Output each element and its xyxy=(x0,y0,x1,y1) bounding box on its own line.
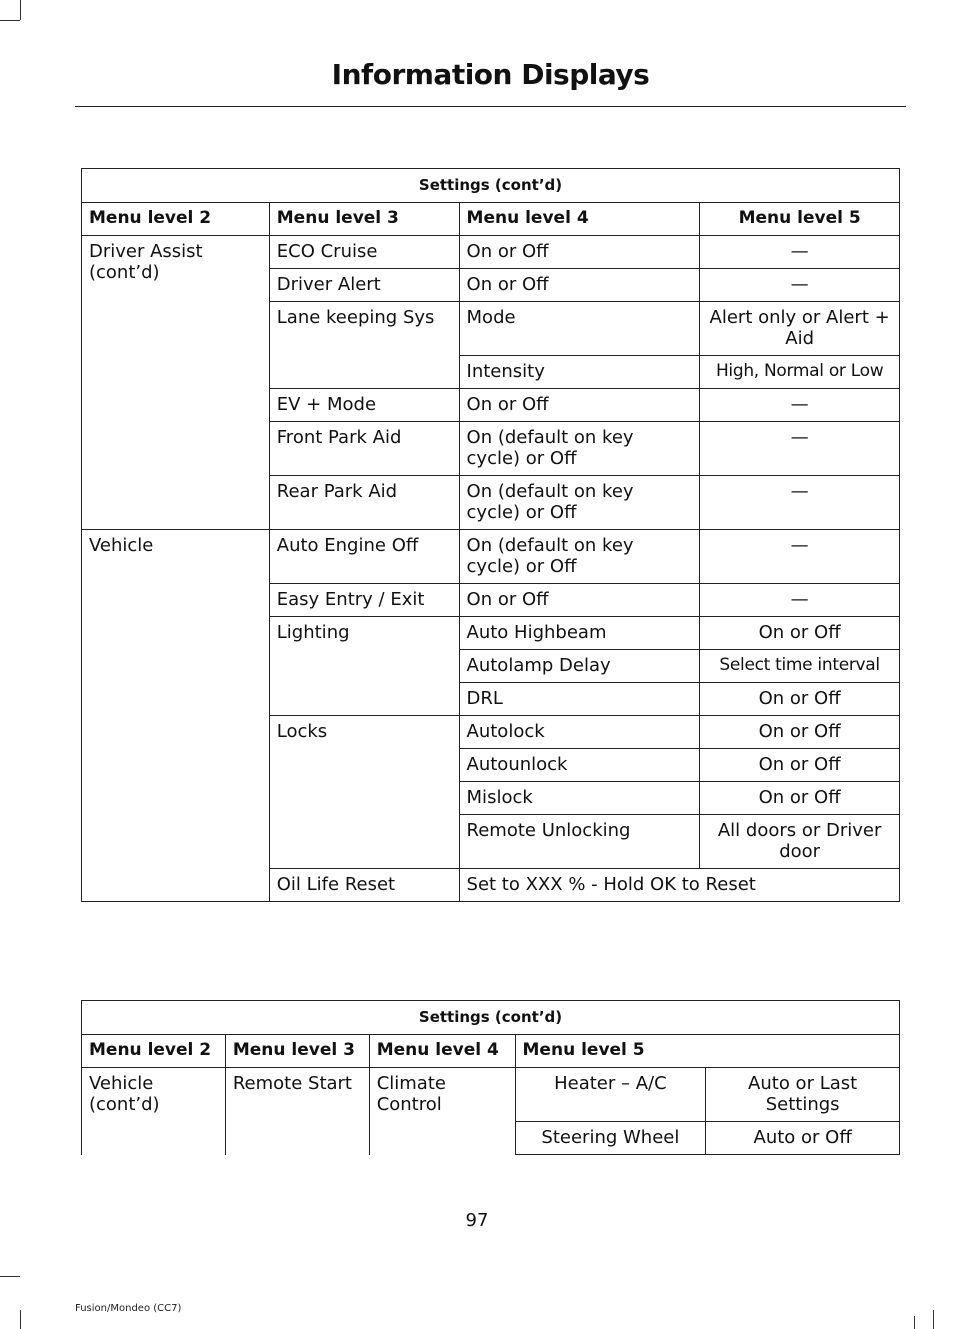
menu-level-4-cell: On (default on key cycle) or Off xyxy=(459,422,700,476)
menu-level-3-cell: Remote Start xyxy=(225,1068,369,1155)
menu-level-4-cell: Autounlock xyxy=(459,749,700,782)
menu-level-5-value-cell: Auto or Off xyxy=(706,1122,900,1155)
menu-level-3-cell: Lighting xyxy=(269,617,459,716)
document-footer: Fusion/Mondeo (CC7) xyxy=(75,1303,182,1314)
menu-level-5-cell: — xyxy=(700,389,900,422)
table-header-row xyxy=(82,203,900,236)
table-row xyxy=(82,530,900,584)
menu-level-4-cell: On or Off xyxy=(459,584,700,617)
menu-level-5-cell: — xyxy=(700,584,900,617)
menu-level-4-cell: Autolock xyxy=(459,716,700,749)
menu-level-3-cell: Auto Engine Off xyxy=(269,530,459,584)
crop-mark xyxy=(914,1316,915,1329)
settings-table xyxy=(81,168,900,902)
column-header: Menu level 4 xyxy=(369,1035,515,1068)
menu-level-5-cell: On or Off xyxy=(700,617,900,650)
menu-level-5-cell: On or Off xyxy=(700,683,900,716)
menu-level-5-cell: On or Off xyxy=(700,716,900,749)
menu-level-4-cell: Climate Control xyxy=(369,1068,515,1155)
menu-level-5-cell: High, Normal or Low xyxy=(700,356,900,389)
menu-level-2-cell: Vehicle (cont’d) xyxy=(82,1068,226,1155)
column-header: Menu level 5 xyxy=(515,1035,899,1068)
menu-level-5-cell: All doors or Driver door xyxy=(700,815,900,869)
menu-level-4-cell: On or Off xyxy=(459,389,700,422)
table-caption-row xyxy=(82,1001,900,1035)
menu-level-3-cell: Driver Alert xyxy=(269,269,459,302)
menu-level-5-cell: Heater – A/C xyxy=(515,1068,706,1122)
menu-level-5-cell: Alert only or Alert + Aid xyxy=(700,302,900,356)
menu-level-3-cell: Oil Life Reset xyxy=(269,869,459,902)
menu-level-4-cell: On (default on key cycle) or Off xyxy=(459,530,700,584)
crop-mark xyxy=(933,1310,934,1329)
table-row xyxy=(82,1068,900,1122)
menu-level-5-cell: — xyxy=(700,269,900,302)
menu-level-4-5-cell: Set to XXX % - Hold OK to Reset xyxy=(459,869,899,902)
table-caption: Settings (cont’d) xyxy=(82,169,900,203)
menu-level-4-cell: Auto Highbeam xyxy=(459,617,700,650)
column-header: Menu level 3 xyxy=(269,203,459,236)
menu-level-3-cell: Rear Park Aid xyxy=(269,476,459,530)
column-header: Menu level 5 xyxy=(700,203,900,236)
menu-level-4-cell: On or Off xyxy=(459,236,700,269)
menu-level-2-cell: Vehicle xyxy=(82,530,270,902)
table-caption-row xyxy=(82,169,900,203)
menu-level-3-cell: Lane keeping Sys xyxy=(269,302,459,389)
menu-level-5-cell: — xyxy=(700,422,900,476)
menu-level-5-cell: — xyxy=(700,530,900,584)
menu-level-4-cell: On or Off xyxy=(459,269,700,302)
table-row xyxy=(82,236,900,269)
title-divider xyxy=(75,106,906,107)
table-header-row xyxy=(82,1035,900,1068)
menu-level-4-cell: Mode xyxy=(459,302,700,356)
menu-level-5-cell: Select time interval xyxy=(700,650,900,683)
menu-level-4-cell: Mislock xyxy=(459,782,700,815)
column-header: Menu level 3 xyxy=(225,1035,369,1068)
menu-level-5-cell: On or Off xyxy=(700,749,900,782)
column-header: Menu level 2 xyxy=(82,203,270,236)
table-caption: Settings (cont’d) xyxy=(82,1001,900,1035)
column-header: Menu level 2 xyxy=(82,1035,226,1068)
menu-level-3-cell: Locks xyxy=(269,716,459,869)
menu-level-4-cell: Remote Unlocking xyxy=(459,815,700,869)
column-header: Menu level 4 xyxy=(459,203,700,236)
menu-level-5-cell: — xyxy=(700,476,900,530)
crop-mark xyxy=(0,1276,20,1277)
menu-level-4-cell: Intensity xyxy=(459,356,700,389)
menu-level-3-cell: ECO Cruise xyxy=(269,236,459,269)
settings-table xyxy=(81,1000,900,1155)
menu-level-5-cell: Steering Wheel xyxy=(515,1122,706,1155)
crop-mark xyxy=(20,1310,21,1329)
menu-level-4-cell: On (default on key cycle) or Off xyxy=(459,476,700,530)
menu-level-5-cell: — xyxy=(700,236,900,269)
menu-level-4-cell: Autolamp Delay xyxy=(459,650,700,683)
menu-level-3-cell: Front Park Aid xyxy=(269,422,459,476)
menu-level-2-cell: Driver Assist (cont’d) xyxy=(82,236,270,530)
menu-level-3-cell: EV + Mode xyxy=(269,389,459,422)
page-number: 97 xyxy=(465,1210,489,1231)
menu-level-5-cell: On or Off xyxy=(700,782,900,815)
page-title: Information Displays xyxy=(331,58,650,91)
crop-mark xyxy=(20,0,21,20)
menu-level-5-value-cell: Auto or Last Settings xyxy=(706,1068,900,1122)
menu-level-4-cell: DRL xyxy=(459,683,700,716)
crop-mark xyxy=(0,20,20,21)
menu-level-3-cell: Easy Entry / Exit xyxy=(269,584,459,617)
